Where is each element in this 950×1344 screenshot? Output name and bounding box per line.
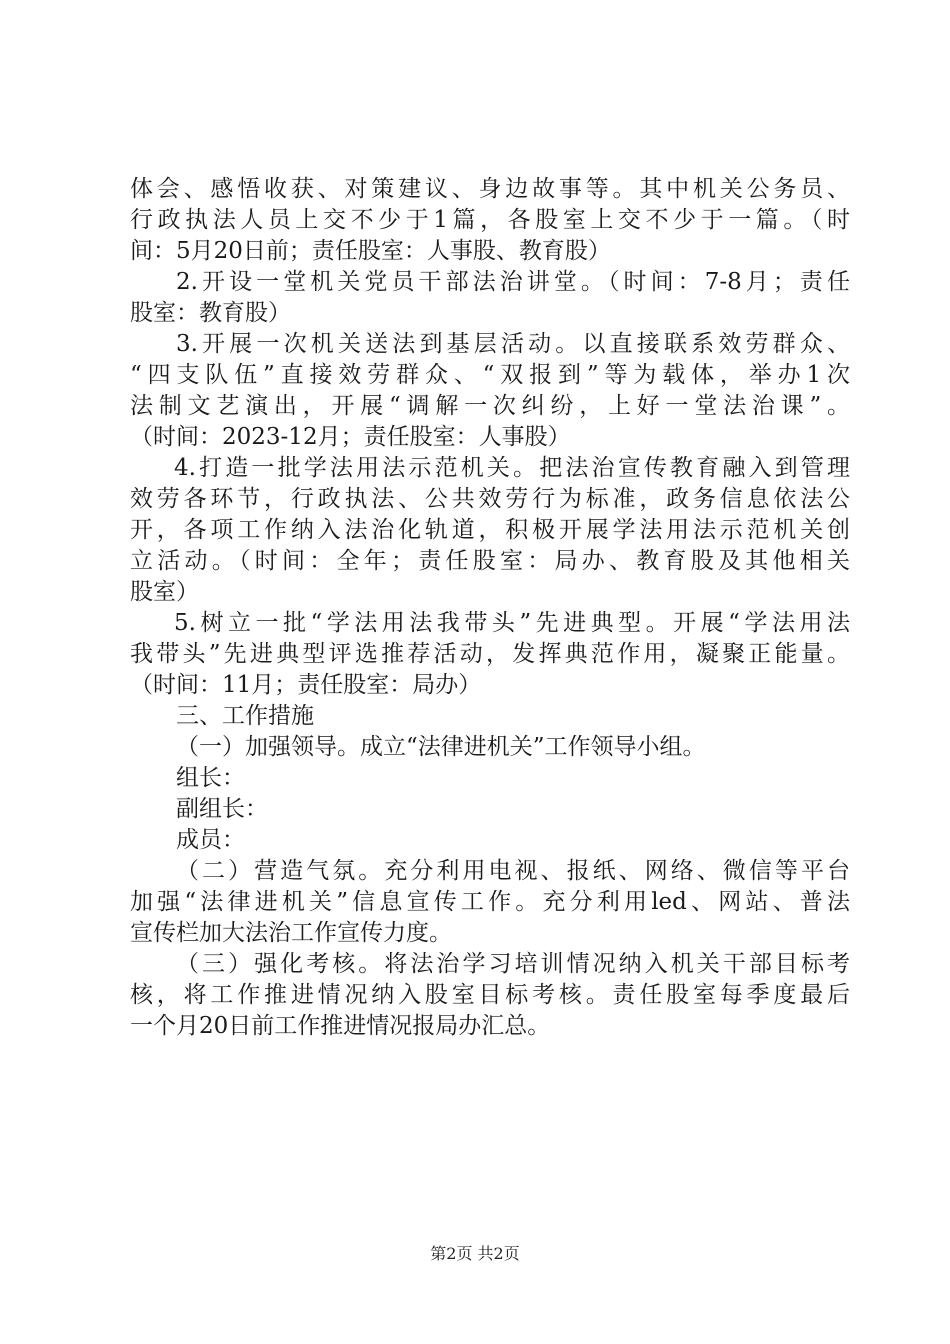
text-line: 宣传栏加大法治工作宣传力度。 [130,920,452,946]
text-line: 股室） [130,579,199,605]
text-line: 核，将工作推进情况纳入股室目标考核。责任股室每季度最后 [130,982,850,1008]
page-number: 第2页 共2页 [430,1244,520,1263]
deputy-leader-label: 副组长： [176,796,268,822]
text-line: 体会、感悟收获、对策建议、身边故事等。其中机关公务员、 [130,176,850,202]
text-line: （时间：2023-12月；责任股室：人事股） [130,424,571,450]
text-line: 开，各项工作纳入法治化轨道，积极开展学法用法示范机关创 [130,517,850,543]
text-line: （时间：11月；责任股室：局办） [130,672,482,698]
group-leader-label: 组长： [176,765,245,791]
text-line: （三）强化考核。将法治学习培训情况纳入机关干部目标考 [176,951,850,977]
text-line: 法制文艺演出，开展“调解一次纠纷，上好一堂法治课”。 [130,393,850,419]
text-line: 4.打造一批学法用法示范机关。把法治宣传教育融入到管理 [174,455,850,481]
text-line: 2.开设一堂机关党员干部法治讲堂。（时间：7-8月；责任 [176,269,850,295]
text-line: 间：5月20日前；责任股室：人事股、教育股） [130,238,611,264]
text-line: 加强“法律进机关”信息宣传工作。充分利用led、网站、普法 [130,889,850,915]
text-line: “四支队伍”直接效劳群众、“双报到”等为载体，举办1次 [130,362,850,388]
text-line: （一）加强领导。成立“法律进机关”工作领导小组。 [176,734,706,760]
text-line: 效劳各环节，行政执法、公共效劳行为标准，政务信息依法公 [130,486,850,512]
text-line: 股室：教育股） [130,300,291,326]
section-heading: 三、工作措施 [176,703,314,729]
members-label: 成员： [176,827,245,853]
document-body [130,174,850,1042]
text-line: （二）营造气氛。充分利用电视、报纸、网络、微信等平台 [176,858,850,884]
page-footer [0,1244,950,1264]
text-line: 行政执法人员上交不少于1篇，各股室上交不少于一篇。（时 [130,207,850,233]
text-line: 5.树立一批“学法用法我带头”先进典型。开展“学法用法 [174,610,850,636]
text-line: 我带头”先进典型评选推荐活动，发挥典范作用，凝聚正能量。 [130,641,850,667]
text-line: 一个月20日前工作推进情况报局办汇总。 [130,1013,551,1039]
text-line: 3.开展一次机关送法到基层活动。以直接联系效劳群众、 [176,331,850,357]
text-line: 立活动。（时间：全年；责任股室：局办、教育股及其他相关 [130,548,850,574]
